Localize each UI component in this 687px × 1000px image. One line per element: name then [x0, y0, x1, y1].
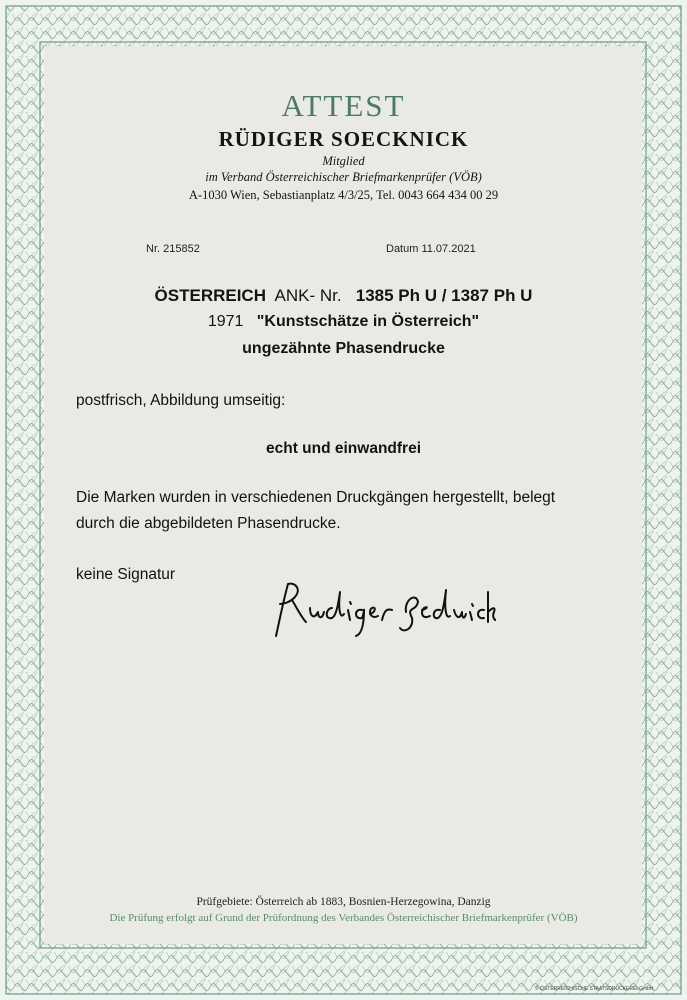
- verdict-text: echt und einwandfrei: [265, 440, 421, 457]
- scope-line: Prüfgebiete: Österreich ab 1883, Bosnien-Herzegowina, Danzig: [196, 896, 491, 908]
- country: ÖSTERREICH: [154, 286, 266, 305]
- issue-title: "Kunstschätze in Österreich": [256, 313, 480, 330]
- note-line-2: durch die abgebildeten Phasendrucke.: [76, 515, 341, 532]
- issue-line: [0, 313, 687, 331]
- member-label: Mitglied: [322, 154, 365, 168]
- issue-year: 1971: [207, 313, 244, 330]
- rules-line: Die Prüfung erfolgt auf Grund der Prüfordnung des Verbandes Österreichischer Briefmarkenprüfer (VÖB): [109, 912, 578, 924]
- condition-text: postfrisch, Abbildung umseitig:: [76, 392, 286, 409]
- address-line: A-1030 Wien, Sebastianplatz 4/3/25, Tel. 0043 664 434 00 29: [188, 188, 499, 202]
- issue-description: ungezähnte Phasendrucke: [242, 340, 445, 357]
- certificate-title: ATTEST: [281, 88, 406, 123]
- catalog-line: [0, 286, 687, 306]
- note-line-1: Die Marken wurden in verschiedenen Druckgängen hergestellt, belegt: [76, 489, 556, 506]
- expert-name: RÜDIGER SOECKNICK: [218, 127, 469, 151]
- catalog-numbers: 1385 Ph U / 1387 Ph U: [355, 286, 533, 305]
- certificate-date: Datum 11.07.2021: [386, 243, 476, 255]
- certificate-number: Nr. 215852: [146, 243, 200, 255]
- catalog-label: ANK- Nr.: [274, 286, 342, 305]
- association-line: im Verband Österreichischer Briefmarkenprüfer (VÖB): [205, 170, 482, 184]
- signature-note: keine Signatur: [76, 566, 176, 583]
- printer-credit: © ÖSTERREICHISCHE STAATSDRUCKEREI GmbH: [535, 986, 654, 992]
- handwritten-signature: [266, 578, 496, 640]
